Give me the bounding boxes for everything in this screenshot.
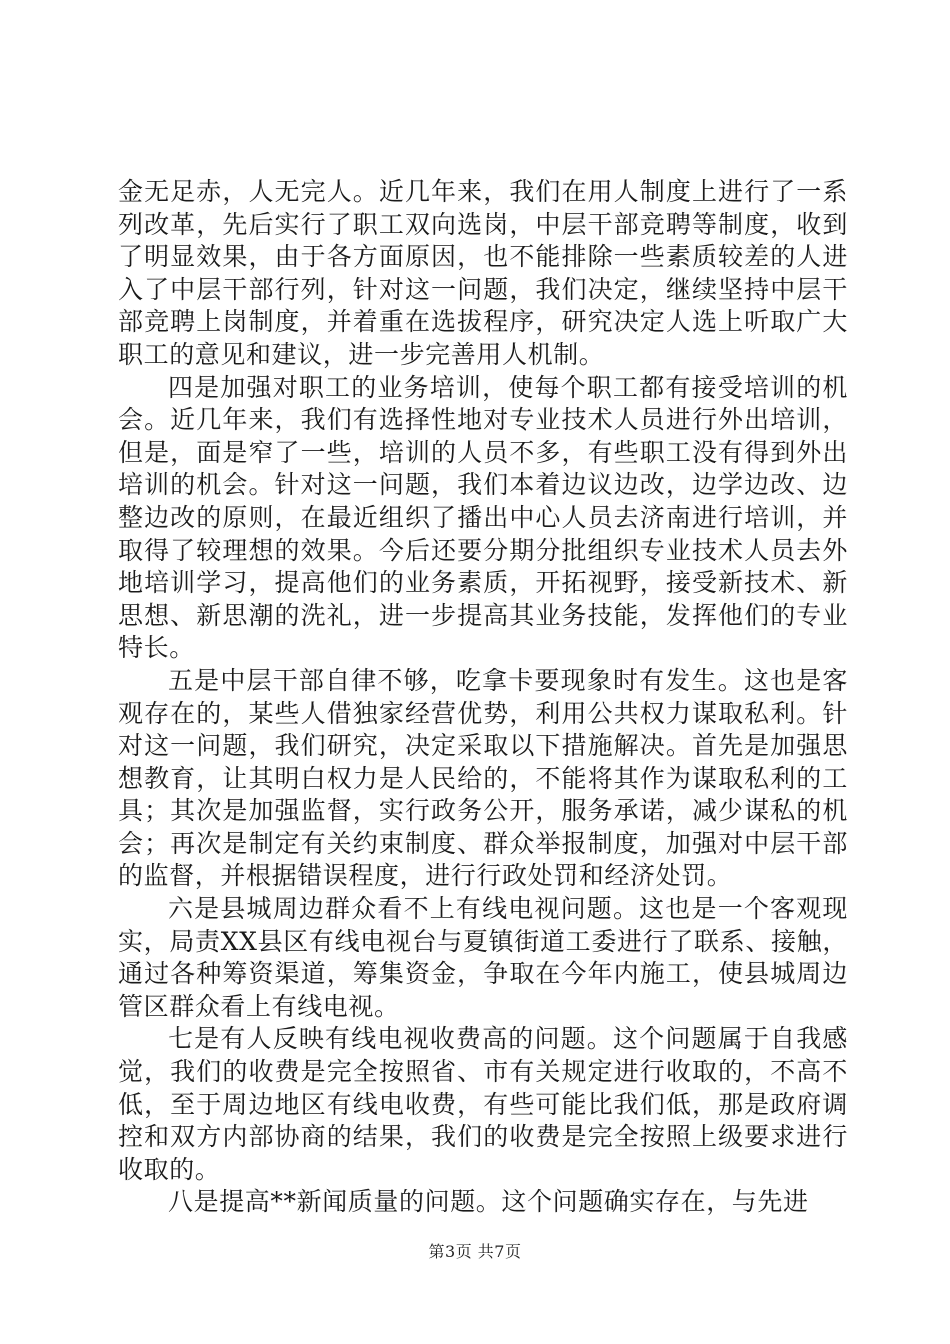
paragraph-5: 七是有人反映有线电视收费高的问题。这个问题属于自我感觉，我们的收费是完全按照省、市有关规定进行收取的，不高不低，至于周边地区有线电收费，有些可能比我们低，那是政府调控和双方内部协商的结果，我们的收费是完全按照上级要求进行收取的。 [118, 1024, 848, 1184]
document-body [118, 176, 848, 1219]
page-number-footer: 第3页 共7页 [428, 1242, 522, 1261]
paragraph-3: 五是中层干部自律不够，吃拿卡要现象时有发生。这也是客观存在的，某些人借独家经营优势，利用公共权力谋取私利。针对这一问题，我们研究，决定采取以下措施解决。首先是加强思想教育，让其明白权力是人民给的，不能将其作为谋取私利的工具；其次是加强监督，实行政务公开，服务承诺，减少谋私的机会；再次是制定有关约束制度、群众举报制度，加强对中层干部的监督，并根据错误程度，进行行政处罚和经济处罚。 [118, 665, 848, 891]
paragraph-6: 八是提高**新闻质量的问题。这个问题确实存在，与先进 [168, 1187, 809, 1217]
paragraph-4: 六是县城周边群众看不上有线电视问题。这也是一个客观现实，局责XX县区有线电视台与夏镇街道工委进行了联系、接触，通过各种筹资渠道，筹集资金，争取在今年内施工，使县城周边管区群众看上有线电视。 [118, 894, 848, 1021]
paragraph-2: 四是加强对职工的业务培训，使每个职工都有接受培训的机会。近几年来，我们有选择性地对专业技术人员进行外出培训，但是，面是窄了一些，培训的人员不多，有些职工没有得到外出培训的机会。针对这一问题，我们本着边议边改，边学边改、边整边改的原则，在最近组织了播出中心人员去济南进行培训，并取得了较理想的效果。今后还要分期分批组织专业技术人员去外地培训学习，提高他们的业务素质，开拓视野，接受新技术、新思想、新思潮的洗礼，进一步提高其业务技能，发挥他们的专业特长。 [118, 372, 848, 663]
paragraph-1: 金无足赤，人无完人。近几年来，我们在用人制度上进行了一系列改革，先后实行了职工双向选岗，中层干部竞聘等制度，收到了明显效果，由于各方面原因，也不能排除一些素质较差的人进入了中层干部行列，针对这一问题，我们决定，继续坚持中层干部竞聘上岗制度，并着重在选拔程序，研究决定人选上听取广大职工的意见和建议，进一步完善用人机制。 [118, 177, 848, 369]
